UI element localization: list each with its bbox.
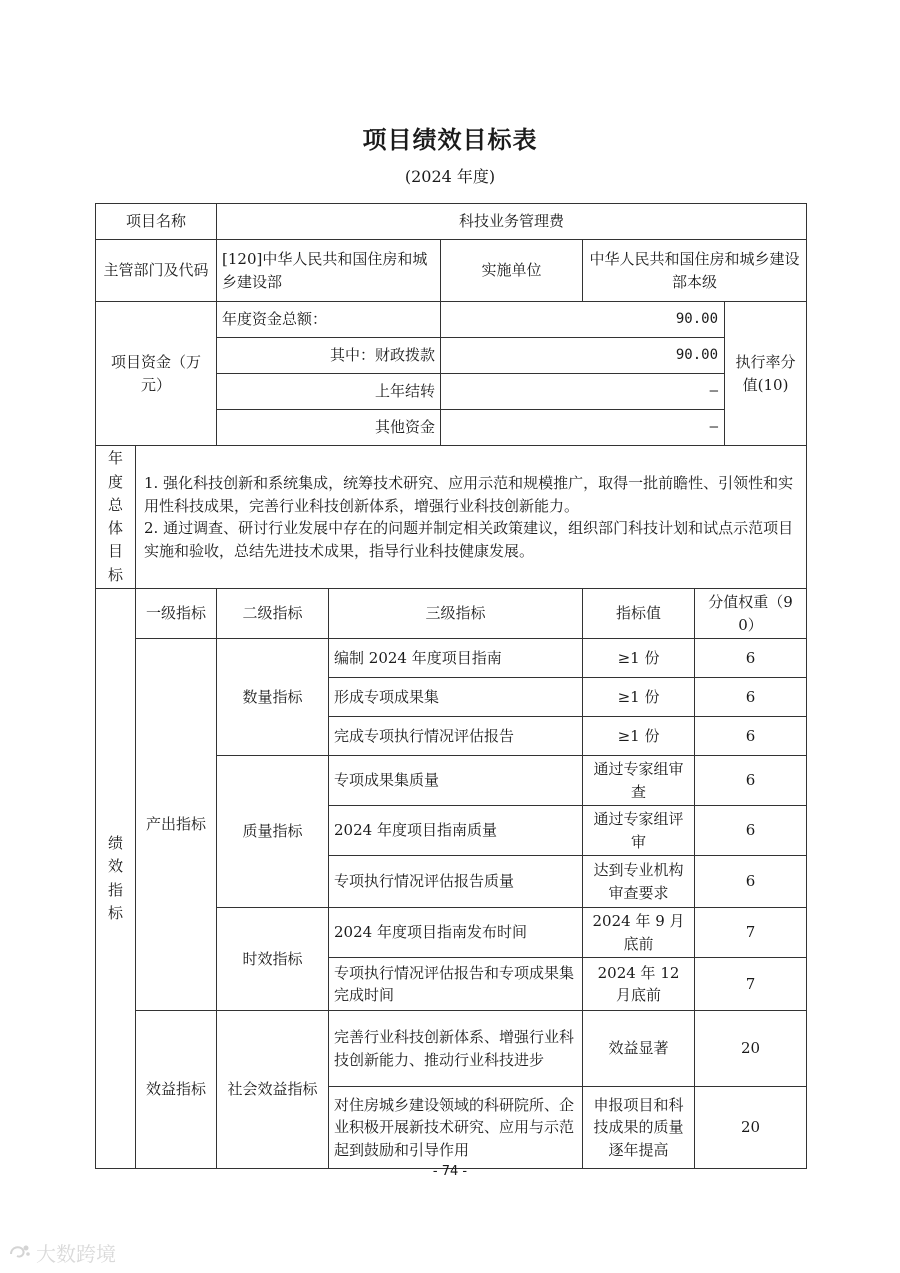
impl-unit-value: 中华人民共和国住房和城乡建设部本级 [583,240,807,302]
indicator-weight: 6 [695,678,807,717]
indicator-name: 专项成果集质量 [329,756,583,806]
indicator-name: 专项执行情况评估报告和专项成果集完成时间 [329,958,583,1011]
goal-label: 年 度 总 体 目 标 [96,446,136,589]
exec-rate-label: 执行率分值(10) [725,302,807,446]
indicator-value: 申报项目和科技成果的质量逐年提高 [583,1087,695,1169]
indicator-weight: 6 [695,806,807,856]
indicator-name: 2024 年度项目指南质量 [329,806,583,856]
benefit-label: 效益指标 [136,1011,217,1169]
indicator-name: 完成专项执行情况评估报告 [329,717,583,756]
social-benefit-label: 社会效益指标 [217,1011,329,1169]
indicator-weight: 6 [695,856,807,908]
indicator-value: 通过专家组评审 [583,806,695,856]
indicator-value: ≥1 份 [583,678,695,717]
page-number: - 74 - [432,1164,468,1179]
indicator-value: 达到专业机构审查要求 [583,856,695,908]
project-name-value: 科技业务管理费 [217,204,807,240]
indicator-value: ≥1 份 [583,717,695,756]
indicator-value: 2024 年 12 月底前 [583,958,695,1011]
funds-total-label: 年度资金总额： [217,302,441,338]
header-level2: 二级指标 [217,589,329,639]
indicator-weight: 6 [695,717,807,756]
page-title: 项目绩效目标表 [362,126,538,154]
indicator-name: 专项执行情况评估报告质量 [329,856,583,908]
page-subtitle: (2024 年度) [404,167,496,186]
output-label: 产出指标 [136,639,217,1011]
project-name-label: 项目名称 [96,204,217,240]
header-weight: 分值权重（90） [695,589,807,639]
indicator-name: 完善行业科技创新体系、增强行业科技创新能力、推动行业科技进步 [329,1011,583,1087]
indicator-weight: 6 [695,756,807,806]
indicator-value: ≥1 份 [583,639,695,678]
performance-table [95,203,807,1169]
watermark-logo-icon [8,1242,32,1264]
impl-unit-label: 实施单位 [441,240,583,302]
quantity-label: 数量指标 [217,639,329,756]
goal-line-2: 2. 通过调查、研讨行业发展中存在的问题并制定相关政策建议，组织部门科技计划和试点示范项目实施和验收，总结先进技术成果，指导行业科技健康发展。 [144,519,794,560]
header-level1: 一级指标 [136,589,217,639]
header-level3: 三级指标 [329,589,583,639]
watermark [8,1238,116,1267]
indicator-name: 编制 2024 年度项目指南 [329,639,583,678]
funds-label: 项目资金（万元） [96,302,217,446]
indicator-name: 形成专项成果集 [329,678,583,717]
indicators-label: 绩 效 指 标 [96,589,136,1169]
timeliness-label: 时效指标 [217,908,329,1011]
dept-label: 主管部门及代码 [96,240,217,302]
funds-total-value: 90.00 [441,302,725,338]
funds-fiscal-label: 其中：财政拨款 [217,338,441,374]
goal-text [136,446,807,589]
watermark-text: 大数跨境 [36,1242,116,1266]
indicator-weight: 7 [695,958,807,1011]
indicator-weight: 6 [695,639,807,678]
indicator-weight: 7 [695,908,807,958]
indicator-weight: 20 [695,1011,807,1087]
funds-fiscal-value: 90.00 [441,338,725,374]
indicator-name: 2024 年度项目指南发布时间 [329,908,583,958]
funds-carryover-value: – [441,374,725,410]
indicator-name: 对住房城乡建设领域的科研院所、企业积极开展新技术研究、应用与示范起到鼓励和引导作用 [329,1087,583,1169]
goal-line-1: 1. 强化科技创新和系统集成，统筹技术研究、应用示范和规模推广，取得一批前瞻性、引领性和实用性科技成果，完善行业科技创新体系，增强行业科技创新能力。 [144,474,794,515]
indicator-value: 通过专家组审查 [583,756,695,806]
funds-other-label: 其他资金 [217,410,441,446]
header-value: 指标值 [583,589,695,639]
funds-other-value: – [441,410,725,446]
funds-carryover-label: 上年结转 [217,374,441,410]
indicator-weight: 20 [695,1087,807,1169]
dept-value: [120]中华人民共和国住房和城乡建设部 [217,240,441,302]
indicator-value: 2024 年 9 月底前 [583,908,695,958]
indicator-value: 效益显著 [583,1011,695,1087]
quality-label: 质量指标 [217,756,329,908]
